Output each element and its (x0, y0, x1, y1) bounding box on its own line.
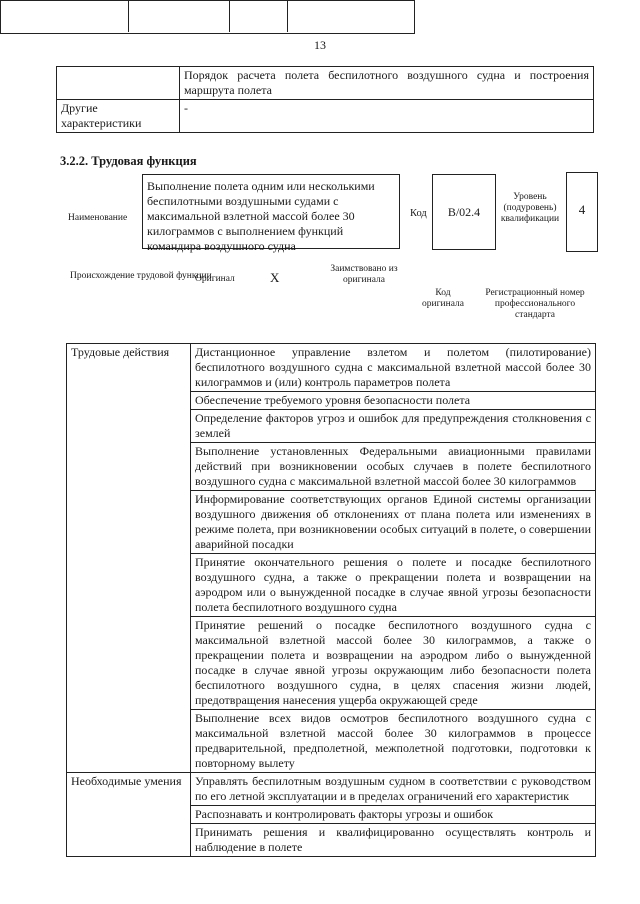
table-cell-value: - (180, 100, 594, 133)
skill-item: Управлять беспилотным воздушным судном в соответствии с руководством по его летной эксплуатации и в пределах ограничений его характеристик (191, 773, 596, 806)
function-code-box: B/02.4 (432, 174, 496, 250)
table-row (67, 773, 596, 806)
code-original-label: Код оригинала (422, 288, 464, 309)
name-label: Наименование (68, 213, 128, 223)
borrowed-label: Заимствовано из оригинала (330, 264, 398, 285)
qualification-level-label: Уровень (подуровень) квалификации (500, 192, 560, 224)
labor-action-item: Определение факторов угроз и ошибок для предупреждения столкновения с землей (191, 410, 596, 443)
labor-action-item: Выполнение установленных Федеральными авиационными правилами действий при возникновении особых случаев в полете беспилотного воздушного судна с максимальной взлетной массой более 30 килограммов (191, 443, 596, 491)
origin-cell-borrowed (129, 0, 230, 32)
table-row (67, 344, 596, 392)
skills-label: Необходимые умения (67, 773, 191, 857)
table-cell-value: Порядок расчета полета беспилотного воздушного судна и построения маршрута полета (180, 67, 594, 100)
labor-action-item: Принятие решений о посадке беспилотного воздушного судна с максимальной взлетной массой более 30 килограммов, а также о прекращении полета и возвращении на аэродром либо о вынужденной посадке в случае явной угрозы окружающим либо безопасности полета беспилотного воздушного судна, в целях спасения жизни людей, предотвращения нанесения ущерба окружающей среде (191, 617, 596, 710)
table-cell-label (57, 67, 180, 100)
origin-cell-code (230, 0, 288, 32)
code-label: Код (410, 208, 427, 219)
function-name-box: Выполнение полета одним или несколькими беспилотными воздушными судами с максимальной взлетной массой более 30 килограммов с выполнением функций командира воздушного судна (142, 174, 400, 249)
skill-item: Принимать решения и квалифицированно осуществлять контроль и наблюдение в полете (191, 824, 596, 857)
skill-item: Распознавать и контролировать факторы угрозы и ошибок (191, 806, 596, 824)
labor-action-item: Принятие окончательного решения о полете и посадке беспилотного воздушного судна, а также о прекращении полета и возвращении на аэродром или о вынужденной посадке в случае явной угрозы безопасности полета беспилотного воздушного судна (191, 554, 596, 617)
origin-row (0, 0, 415, 34)
qualification-level-box: 4 (566, 172, 598, 252)
origin-cell-original (0, 0, 129, 32)
table-row (57, 100, 594, 133)
labor-action-item: Дистанционное управление взлетом и полетом (пилотирование) беспилотного воздушного судна с максимальной взлетной массой более 30 килограммов и (или) контроль параметров полета (191, 344, 596, 392)
origin-label: Происхождение трудовой функции (70, 271, 212, 281)
labor-action-item: Информирование соответствующих органов Единой системы организации воздушного движения об отклонениях от плана полета или изменениях в режиме полета, при возникновении особых ситуаций в полете, о совершении аварийной посадки (191, 491, 596, 554)
reg-number-label: Регистрационный номер профессионального стандарта (485, 288, 585, 320)
labor-action-item: Обеспечение требуемого уровня безопасности полета (191, 392, 596, 410)
section-title: 3.2.2. Трудовая функция (60, 154, 197, 168)
table-row (57, 67, 594, 100)
original-mark: X (270, 270, 280, 285)
original-label: Оригинал (195, 274, 235, 284)
table-cell-label: Другие характеристики (57, 100, 180, 133)
labor-actions-label: Трудовые действия (67, 344, 191, 773)
page-number: 13 (314, 38, 326, 52)
labor-function-table (66, 343, 596, 857)
characteristics-table (56, 66, 594, 133)
labor-action-item: Выполнение всех видов осмотров беспилотного воздушного судна с максимальной взлетной массой более 30 килограммов в процессе предварительной, предполетной, межполетной подготовки, подготовки к повторному вылету (191, 710, 596, 773)
